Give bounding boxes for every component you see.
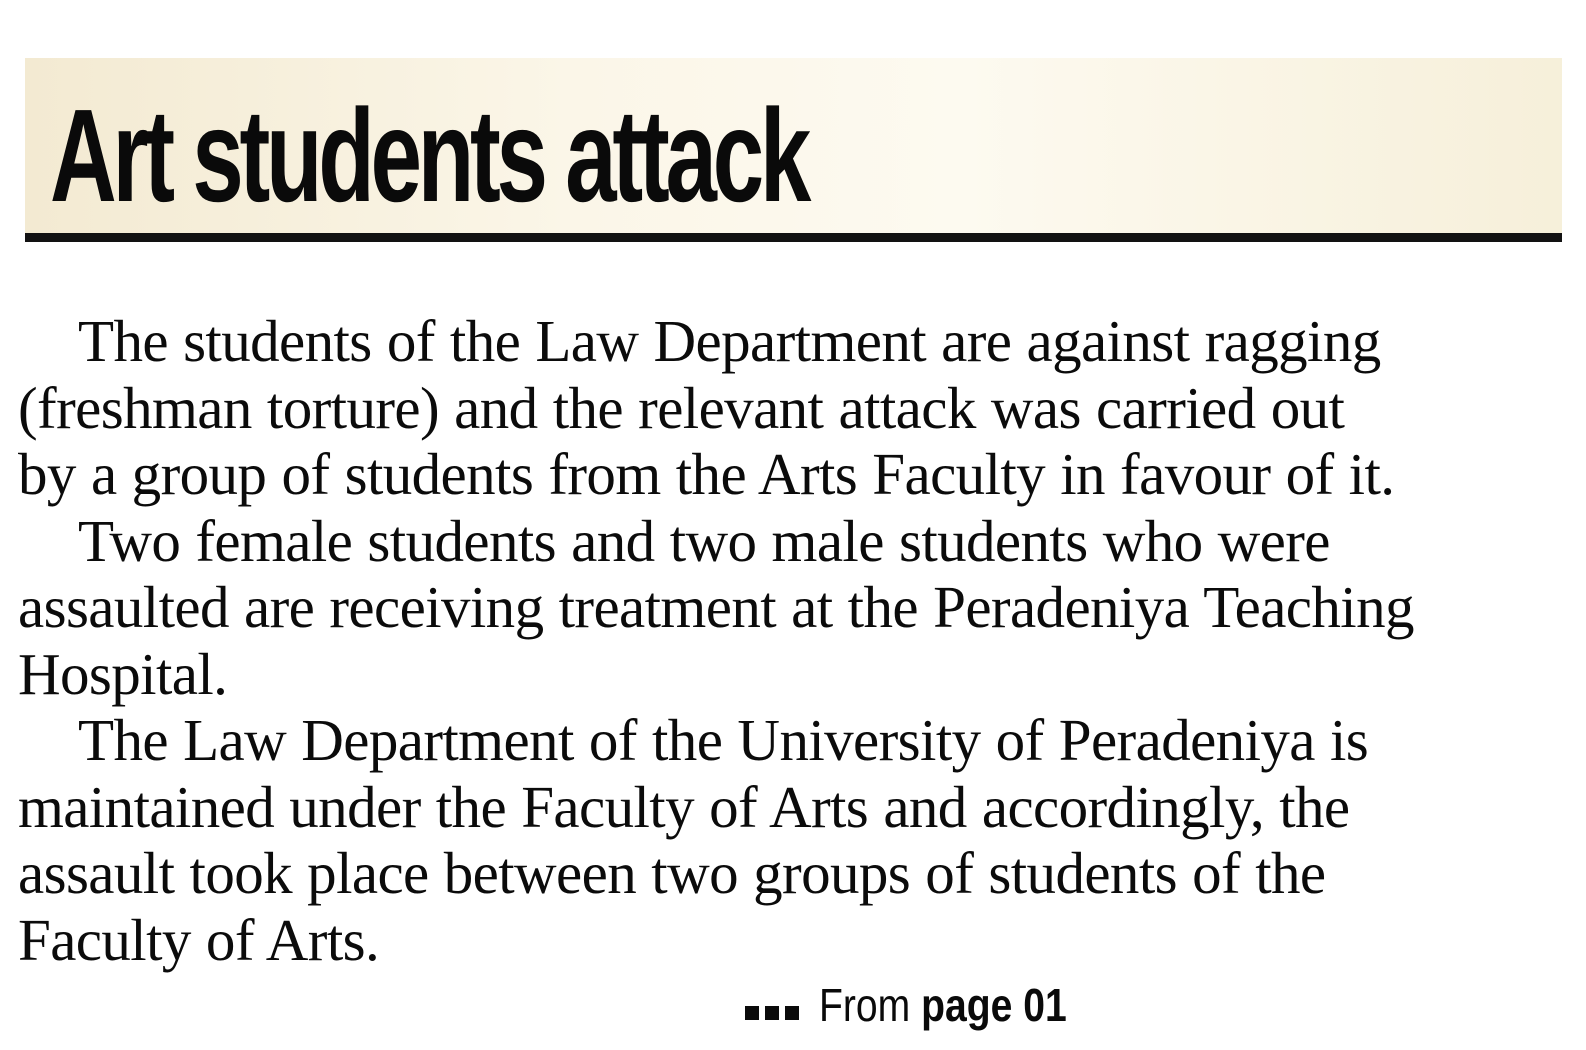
from-label: From (819, 979, 911, 1031)
text-line: assault took place between two groups of students of the (18, 840, 1326, 906)
headline-rule (25, 233, 1586, 242)
page-top-margin (0, 0, 1586, 58)
text-line: Hospital. (18, 640, 228, 707)
paragraph-2 (18, 508, 1566, 708)
text-line: The students of the Law Department are against ragging (78, 308, 1381, 374)
dot-icon (745, 1006, 759, 1020)
paragraph-3 (18, 707, 1566, 973)
dot-icon (765, 1006, 779, 1020)
text-line: The Law Department of the University of Peradeniya is (78, 707, 1369, 773)
dot-icon (785, 1006, 799, 1020)
headline (50, 82, 1132, 229)
from-page-label (819, 979, 1067, 1031)
page-label: page 01 (921, 979, 1067, 1031)
text-line: assaulted are receiving treatment at the Peradeniya Teaching (18, 574, 1414, 640)
text-line: (freshman torture) and the relevant attack was carried out (18, 374, 1345, 441)
page-right-edge (1562, 58, 1586, 1050)
article-body (18, 308, 1566, 973)
text-line: Faculty of Arts. (18, 906, 380, 973)
paragraph-1 (18, 308, 1566, 508)
text-line: maintained under the Faculty of Arts and accordingly, the (18, 773, 1350, 840)
continuation-note (745, 979, 1110, 1031)
headline-title: Art students attack (50, 82, 808, 229)
ellipsis-dots-icon (745, 1006, 799, 1020)
text-line: Two female students and two male students who were (78, 507, 1330, 574)
text-line: by a group of students from the Arts Faculty in favour of it. (18, 441, 1395, 507)
